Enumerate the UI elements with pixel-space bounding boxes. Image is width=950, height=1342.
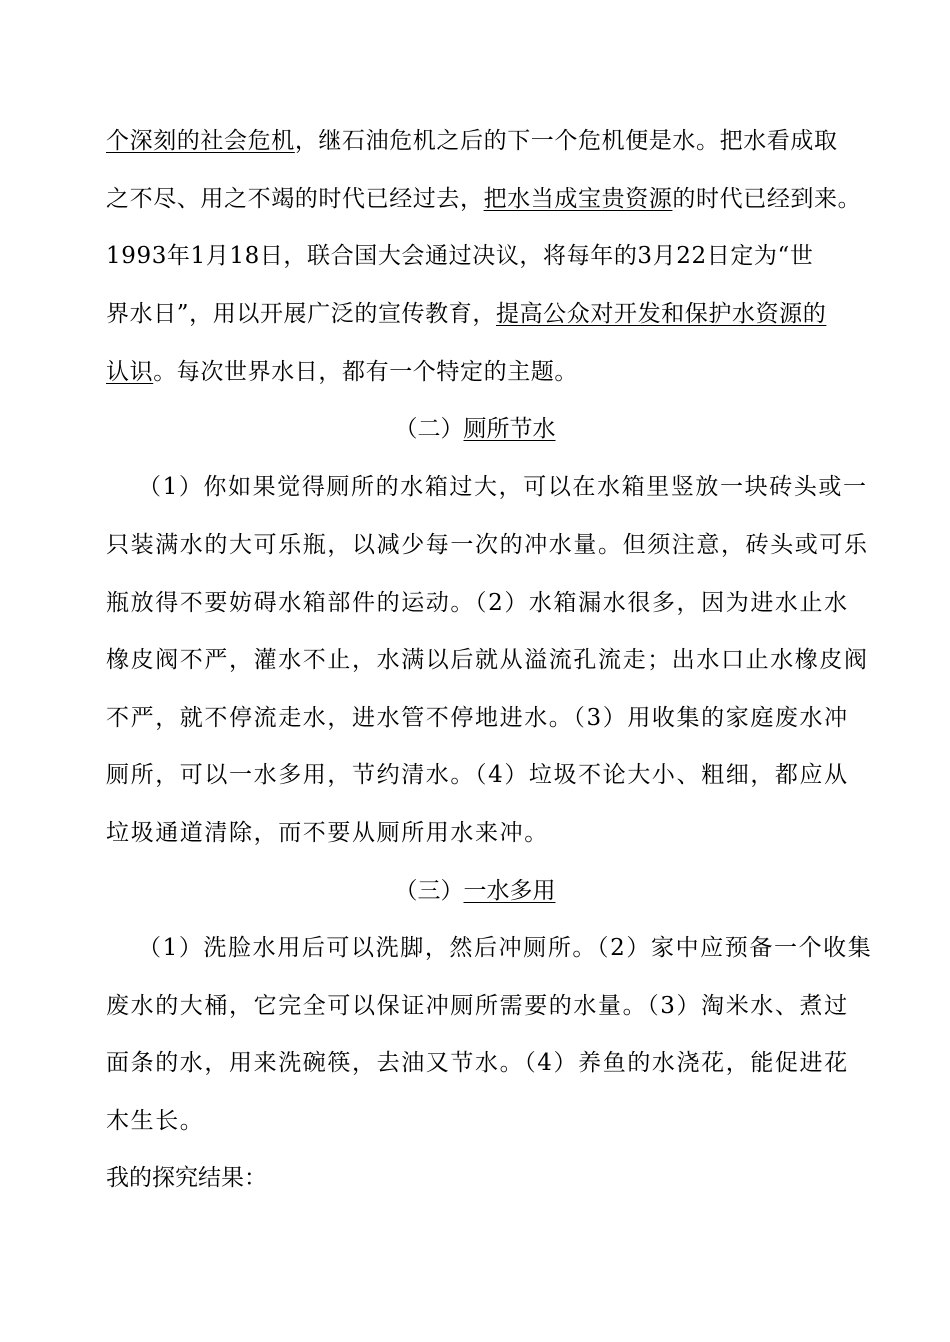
section2-line: （1）你如果觉得厕所的水箱过大，可以在水箱里竖放一块砖头或一 xyxy=(138,474,868,500)
section2-line: 厕所，可以一水多用，节约清水。（4）垃圾不论大小、粗细，都应从 xyxy=(106,762,849,788)
intro-line-1 xyxy=(106,126,838,156)
section2-line: 只装满水的大可乐瓶，以减少每一次的冲水量。但须注意，砖头或可乐 xyxy=(106,532,869,558)
intro-line-3: 1993年1月18日，联合国大会通过决议，将每年的3月22日定为“世 xyxy=(106,243,814,269)
section3-line: 木生长。 xyxy=(106,1108,205,1134)
section3-line: 废水的大桶，它完全可以保证冲厕所需要的水量。（3）淘米水、煮过 xyxy=(106,993,849,1019)
section-heading-reuse xyxy=(0,876,950,906)
intro-text: 的时代已经到来。 xyxy=(672,186,862,212)
intro-text: 界水日”，用以开展广泛的宣传教育， xyxy=(106,301,496,327)
section3-line: （1）洗脸水用后可以洗脚，然后冲厕所。（2）家中应预备一个收集 xyxy=(138,935,873,961)
section2-line: 垃圾通道清除，而不要从厕所用水来冲。 xyxy=(106,820,549,846)
underlined-phrase: 个深刻的社会危机 xyxy=(106,128,295,154)
underlined-phrase: 提高公众对开发和保护水资源的 xyxy=(495,301,827,327)
section2-line: 不严，就不停流走水，进水管不停地进水。（3）用收集的家庭废水冲 xyxy=(106,705,849,731)
intro-text: 。每次世界水日，都有一个特定的主题。 xyxy=(153,359,579,385)
section-title: 厕所节水 xyxy=(463,416,556,442)
section2-line: 橡皮阀不严，灌水不止，水满以后就从溢流孔流走；出水口止水橡皮阀 xyxy=(106,647,869,673)
section3-line: 面条的水，用来洗碗筷，去油又节水。（4）养鱼的水浇花，能促进花 xyxy=(106,1050,849,1076)
intro-line-5 xyxy=(106,357,578,387)
section-number: （三） xyxy=(394,878,464,904)
intro-line-4 xyxy=(106,299,826,329)
section-title: 一水多用 xyxy=(463,878,556,904)
section-number: （二） xyxy=(394,416,464,442)
section-heading-toilet xyxy=(0,414,950,444)
intro-line-2 xyxy=(106,184,861,214)
result-label: 我的探究结果： xyxy=(106,1165,267,1191)
intro-text: 之不尽、用之不竭的时代已经过去， xyxy=(106,186,484,212)
underlined-phrase: 认识 xyxy=(106,359,154,385)
section2-line: 瓶放得不要妨碍水箱部件的运动。（2）水箱漏水很多，因为进水止水 xyxy=(106,590,849,616)
intro-text: ，继石油危机之后的下一个危机便是水。把水看成取 xyxy=(294,128,838,154)
underlined-phrase: 把水当成宝贵资源 xyxy=(483,186,673,212)
